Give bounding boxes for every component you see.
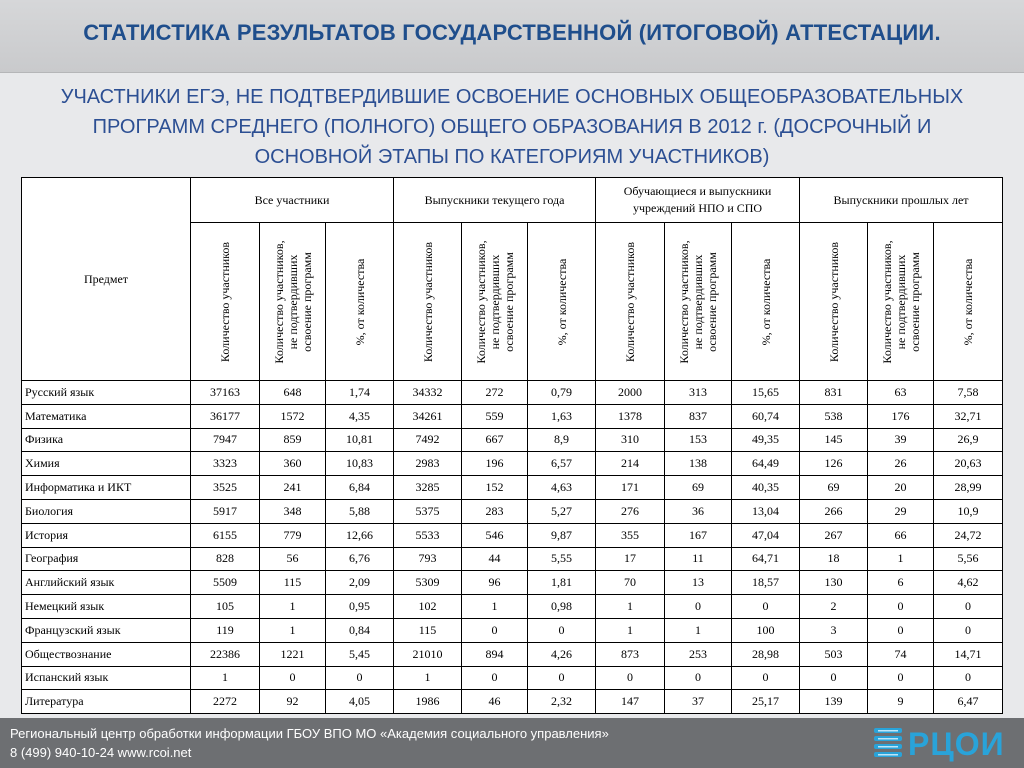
value-cell: 18,57 bbox=[732, 571, 800, 595]
value-cell: 837 bbox=[665, 404, 732, 428]
value-cell: 355 bbox=[596, 523, 665, 547]
table-row bbox=[22, 452, 1003, 476]
value-cell: 1,63 bbox=[528, 404, 596, 428]
value-cell: 2,32 bbox=[528, 690, 596, 714]
value-cell: 667 bbox=[462, 428, 528, 452]
value-cell: 40,35 bbox=[732, 476, 800, 500]
value-cell: 348 bbox=[260, 499, 326, 523]
table-row bbox=[22, 499, 1003, 523]
value-cell: 0 bbox=[732, 595, 800, 619]
value-cell: 2983 bbox=[394, 452, 462, 476]
value-cell: 2,09 bbox=[326, 571, 394, 595]
value-cell: 6 bbox=[868, 571, 934, 595]
subject-cell: Математика bbox=[22, 404, 191, 428]
value-cell: 3 bbox=[800, 618, 868, 642]
value-cell: 7947 bbox=[191, 428, 260, 452]
value-cell: 779 bbox=[260, 523, 326, 547]
value-cell: 14,71 bbox=[934, 642, 1003, 666]
value-cell: 138 bbox=[665, 452, 732, 476]
subject-cell: Информатика и ИКТ bbox=[22, 476, 191, 500]
value-cell: 5,56 bbox=[934, 547, 1003, 571]
value-cell: 360 bbox=[260, 452, 326, 476]
value-cell: 894 bbox=[462, 642, 528, 666]
value-cell: 147 bbox=[596, 690, 665, 714]
table-row bbox=[22, 666, 1003, 690]
value-cell: 5533 bbox=[394, 523, 462, 547]
value-cell: 0 bbox=[326, 666, 394, 690]
value-cell: 29 bbox=[868, 499, 934, 523]
subject-cell: Испанский язык bbox=[22, 666, 191, 690]
value-cell: 66 bbox=[868, 523, 934, 547]
value-cell: 18 bbox=[800, 547, 868, 571]
value-cell: 1 bbox=[868, 547, 934, 571]
value-cell: 253 bbox=[665, 642, 732, 666]
value-cell: 0 bbox=[528, 618, 596, 642]
value-cell: 0 bbox=[665, 666, 732, 690]
value-cell: 9 bbox=[868, 690, 934, 714]
value-cell: 34332 bbox=[394, 381, 462, 405]
value-cell: 0 bbox=[462, 618, 528, 642]
value-cell: 1 bbox=[596, 595, 665, 619]
table-row bbox=[22, 642, 1003, 666]
value-cell: 102 bbox=[394, 595, 462, 619]
footer-organization: Региональный центр обработки информации ГБОУ ВПО МО «Академия социального управления» bbox=[10, 726, 609, 741]
value-cell: 9,87 bbox=[528, 523, 596, 547]
value-cell: 1 bbox=[462, 595, 528, 619]
subheader-count: Количество участников bbox=[800, 223, 868, 381]
value-cell: 4,05 bbox=[326, 690, 394, 714]
value-cell: 0,95 bbox=[326, 595, 394, 619]
value-cell: 7,58 bbox=[934, 381, 1003, 405]
value-cell: 37 bbox=[665, 690, 732, 714]
value-cell: 70 bbox=[596, 571, 665, 595]
footer-contacts: 8 (499) 940-10-24 www.rcoi.net bbox=[10, 745, 192, 760]
value-cell: 25,17 bbox=[732, 690, 800, 714]
value-cell: 10,83 bbox=[326, 452, 394, 476]
value-cell: 36 bbox=[665, 499, 732, 523]
subheader-failed-count: Количество участников, не подтвердивших освоение программ bbox=[868, 223, 934, 381]
table-row bbox=[22, 381, 1003, 405]
value-cell: 1 bbox=[394, 666, 462, 690]
value-cell: 115 bbox=[394, 618, 462, 642]
value-cell: 0 bbox=[596, 666, 665, 690]
value-cell: 13 bbox=[665, 571, 732, 595]
value-cell: 21010 bbox=[394, 642, 462, 666]
subject-cell: Английский язык bbox=[22, 571, 191, 595]
value-cell: 8,9 bbox=[528, 428, 596, 452]
value-cell: 5,45 bbox=[326, 642, 394, 666]
value-cell: 272 bbox=[462, 381, 528, 405]
value-cell: 0 bbox=[868, 666, 934, 690]
value-cell: 214 bbox=[596, 452, 665, 476]
value-cell: 176 bbox=[868, 404, 934, 428]
value-cell: 859 bbox=[260, 428, 326, 452]
results-table bbox=[21, 177, 1003, 714]
table-row bbox=[22, 428, 1003, 452]
value-cell: 139 bbox=[800, 690, 868, 714]
value-cell: 36177 bbox=[191, 404, 260, 428]
table-row bbox=[22, 690, 1003, 714]
value-cell: 32,71 bbox=[934, 404, 1003, 428]
table-row bbox=[22, 523, 1003, 547]
subheader-percent: %, от количества bbox=[528, 223, 596, 381]
value-cell: 0 bbox=[934, 618, 1003, 642]
subject-cell: Французский язык bbox=[22, 618, 191, 642]
value-cell: 39 bbox=[868, 428, 934, 452]
value-cell: 20 bbox=[868, 476, 934, 500]
value-cell: 1,74 bbox=[326, 381, 394, 405]
value-cell: 152 bbox=[462, 476, 528, 500]
value-cell: 100 bbox=[732, 618, 800, 642]
subject-cell: География bbox=[22, 547, 191, 571]
subheader-percent: %, от количества bbox=[732, 223, 800, 381]
value-cell: 56 bbox=[260, 547, 326, 571]
subject-column-header: Предмет bbox=[22, 178, 191, 381]
subtitle-line-3: ОСНОВНОЙ ЭТАПЫ ПО КАТЕГОРИЯМ УЧАСТНИКОВ) bbox=[254, 146, 770, 168]
value-cell: 26,9 bbox=[934, 428, 1003, 452]
value-cell: 4,26 bbox=[528, 642, 596, 666]
value-cell: 267 bbox=[800, 523, 868, 547]
value-cell: 37163 bbox=[191, 381, 260, 405]
rcoi-logo-text: РЦОИ bbox=[908, 726, 1005, 762]
value-cell: 538 bbox=[800, 404, 868, 428]
subject-cell: История bbox=[22, 523, 191, 547]
subheader-count: Количество участников bbox=[596, 223, 665, 381]
value-cell: 22386 bbox=[191, 642, 260, 666]
value-cell: 10,81 bbox=[326, 428, 394, 452]
group-header-npo-spo: Обучающиеся и выпускники учреждений НПО и СПО bbox=[596, 178, 800, 223]
value-cell: 26 bbox=[868, 452, 934, 476]
value-cell: 1986 bbox=[394, 690, 462, 714]
value-cell: 10,9 bbox=[934, 499, 1003, 523]
value-cell: 92 bbox=[260, 690, 326, 714]
subject-cell: Физика bbox=[22, 428, 191, 452]
value-cell: 126 bbox=[800, 452, 868, 476]
value-cell: 6,57 bbox=[528, 452, 596, 476]
value-cell: 5,27 bbox=[528, 499, 596, 523]
value-cell: 60,74 bbox=[732, 404, 800, 428]
subheader-percent: %, от количества bbox=[934, 223, 1003, 381]
value-cell: 241 bbox=[260, 476, 326, 500]
table-row bbox=[22, 547, 1003, 571]
value-cell: 64,71 bbox=[732, 547, 800, 571]
value-cell: 5,55 bbox=[528, 547, 596, 571]
subject-cell: Немецкий язык bbox=[22, 595, 191, 619]
value-cell: 0 bbox=[868, 618, 934, 642]
value-cell: 6155 bbox=[191, 523, 260, 547]
value-cell: 5917 bbox=[191, 499, 260, 523]
subheader-failed-count: Количество участников, не подтвердивших освоение программ bbox=[665, 223, 732, 381]
value-cell: 793 bbox=[394, 547, 462, 571]
value-cell: 167 bbox=[665, 523, 732, 547]
value-cell: 130 bbox=[800, 571, 868, 595]
value-cell: 28,99 bbox=[934, 476, 1003, 500]
subject-cell: Литература bbox=[22, 690, 191, 714]
value-cell: 0 bbox=[800, 666, 868, 690]
value-cell: 313 bbox=[665, 381, 732, 405]
value-cell: 276 bbox=[596, 499, 665, 523]
value-cell: 196 bbox=[462, 452, 528, 476]
value-cell: 283 bbox=[462, 499, 528, 523]
subject-cell: Биология bbox=[22, 499, 191, 523]
table-row bbox=[22, 404, 1003, 428]
value-cell: 47,04 bbox=[732, 523, 800, 547]
value-cell: 873 bbox=[596, 642, 665, 666]
value-cell: 20,63 bbox=[934, 452, 1003, 476]
slide-title: СТАТИСТИКА РЕЗУЛЬТАТОВ ГОСУДАРСТВЕННОЙ (ИТОГОВОЙ) АТТЕСТАЦИИ. bbox=[83, 20, 941, 45]
value-cell: 0 bbox=[665, 595, 732, 619]
subheader-count: Количество участников bbox=[394, 223, 462, 381]
value-cell: 13,04 bbox=[732, 499, 800, 523]
value-cell: 0 bbox=[732, 666, 800, 690]
value-cell: 559 bbox=[462, 404, 528, 428]
value-cell: 7492 bbox=[394, 428, 462, 452]
value-cell: 0 bbox=[528, 666, 596, 690]
slide-subtitle bbox=[30, 82, 994, 172]
value-cell: 831 bbox=[800, 381, 868, 405]
value-cell: 0 bbox=[462, 666, 528, 690]
value-cell: 74 bbox=[868, 642, 934, 666]
value-cell: 145 bbox=[800, 428, 868, 452]
value-cell: 0,79 bbox=[528, 381, 596, 405]
value-cell: 6,47 bbox=[934, 690, 1003, 714]
value-cell: 119 bbox=[191, 618, 260, 642]
subtitle-line-1: УЧАСТНИКИ ЕГЭ, НЕ ПОДТВЕРДИВШИЕ ОСВОЕНИЕ ОСНОВНЫХ ОБЩЕОБРАЗОВАТЕЛЬНЫХ bbox=[60, 86, 964, 108]
value-cell: 1221 bbox=[260, 642, 326, 666]
group-header-past-years: Выпускники прошлых лет bbox=[800, 178, 1003, 223]
group-header-all: Все участники bbox=[191, 178, 394, 223]
group-header-current-year: Выпускники текущего года bbox=[394, 178, 596, 223]
value-cell: 4,62 bbox=[934, 571, 1003, 595]
value-cell: 503 bbox=[800, 642, 868, 666]
value-cell: 648 bbox=[260, 381, 326, 405]
table-row bbox=[22, 618, 1003, 642]
value-cell: 5309 bbox=[394, 571, 462, 595]
value-cell: 3285 bbox=[394, 476, 462, 500]
value-cell: 15,65 bbox=[732, 381, 800, 405]
table-row bbox=[22, 595, 1003, 619]
value-cell: 69 bbox=[800, 476, 868, 500]
subheader-failed-count: Количество участников, не подтвердивших освоение программ bbox=[260, 223, 326, 381]
value-cell: 4,35 bbox=[326, 404, 394, 428]
value-cell: 105 bbox=[191, 595, 260, 619]
value-cell: 46 bbox=[462, 690, 528, 714]
value-cell: 1 bbox=[191, 666, 260, 690]
value-cell: 0 bbox=[934, 595, 1003, 619]
value-cell: 2272 bbox=[191, 690, 260, 714]
value-cell: 3323 bbox=[191, 452, 260, 476]
value-cell: 1,81 bbox=[528, 571, 596, 595]
value-cell: 1 bbox=[260, 618, 326, 642]
value-cell: 12,66 bbox=[326, 523, 394, 547]
table-row bbox=[22, 571, 1003, 595]
value-cell: 17 bbox=[596, 547, 665, 571]
value-cell: 64,49 bbox=[732, 452, 800, 476]
value-cell: 0 bbox=[934, 666, 1003, 690]
value-cell: 5375 bbox=[394, 499, 462, 523]
value-cell: 153 bbox=[665, 428, 732, 452]
value-cell: 11 bbox=[665, 547, 732, 571]
subject-cell: Обществознание bbox=[22, 642, 191, 666]
subtitle-line-2: ПРОГРАММ СРЕДНЕГО (ПОЛНОГО) ОБЩЕГО ОБРАЗОВАНИЯ В 2012 г. (ДОСРОЧНЫЙ И bbox=[92, 116, 932, 138]
subheader-failed-count: Количество участников, не подтвердивших освоение программ bbox=[462, 223, 528, 381]
value-cell: 3525 bbox=[191, 476, 260, 500]
value-cell: 2 bbox=[800, 595, 868, 619]
value-cell: 115 bbox=[260, 571, 326, 595]
value-cell: 1572 bbox=[260, 404, 326, 428]
value-cell: 6,76 bbox=[326, 547, 394, 571]
value-cell: 0,84 bbox=[326, 618, 394, 642]
value-cell: 0,98 bbox=[528, 595, 596, 619]
value-cell: 6,84 bbox=[326, 476, 394, 500]
value-cell: 44 bbox=[462, 547, 528, 571]
value-cell: 1 bbox=[665, 618, 732, 642]
value-cell: 96 bbox=[462, 571, 528, 595]
table-row bbox=[22, 476, 1003, 500]
value-cell: 5,88 bbox=[326, 499, 394, 523]
value-cell: 5509 bbox=[191, 571, 260, 595]
subject-cell: Русский язык bbox=[22, 381, 191, 405]
subject-cell: Химия bbox=[22, 452, 191, 476]
value-cell: 24,72 bbox=[934, 523, 1003, 547]
value-cell: 1 bbox=[596, 618, 665, 642]
value-cell: 171 bbox=[596, 476, 665, 500]
value-cell: 828 bbox=[191, 547, 260, 571]
value-cell: 310 bbox=[596, 428, 665, 452]
value-cell: 63 bbox=[868, 381, 934, 405]
value-cell: 28,98 bbox=[732, 642, 800, 666]
value-cell: 0 bbox=[260, 666, 326, 690]
value-cell: 266 bbox=[800, 499, 868, 523]
value-cell: 1 bbox=[260, 595, 326, 619]
value-cell: 0 bbox=[868, 595, 934, 619]
value-cell: 69 bbox=[665, 476, 732, 500]
value-cell: 2000 bbox=[596, 381, 665, 405]
subheader-percent: %, от количества bbox=[326, 223, 394, 381]
subheader-count: Количество участников bbox=[191, 223, 260, 381]
value-cell: 1378 bbox=[596, 404, 665, 428]
value-cell: 4,63 bbox=[528, 476, 596, 500]
value-cell: 34261 bbox=[394, 404, 462, 428]
value-cell: 49,35 bbox=[732, 428, 800, 452]
value-cell: 546 bbox=[462, 523, 528, 547]
